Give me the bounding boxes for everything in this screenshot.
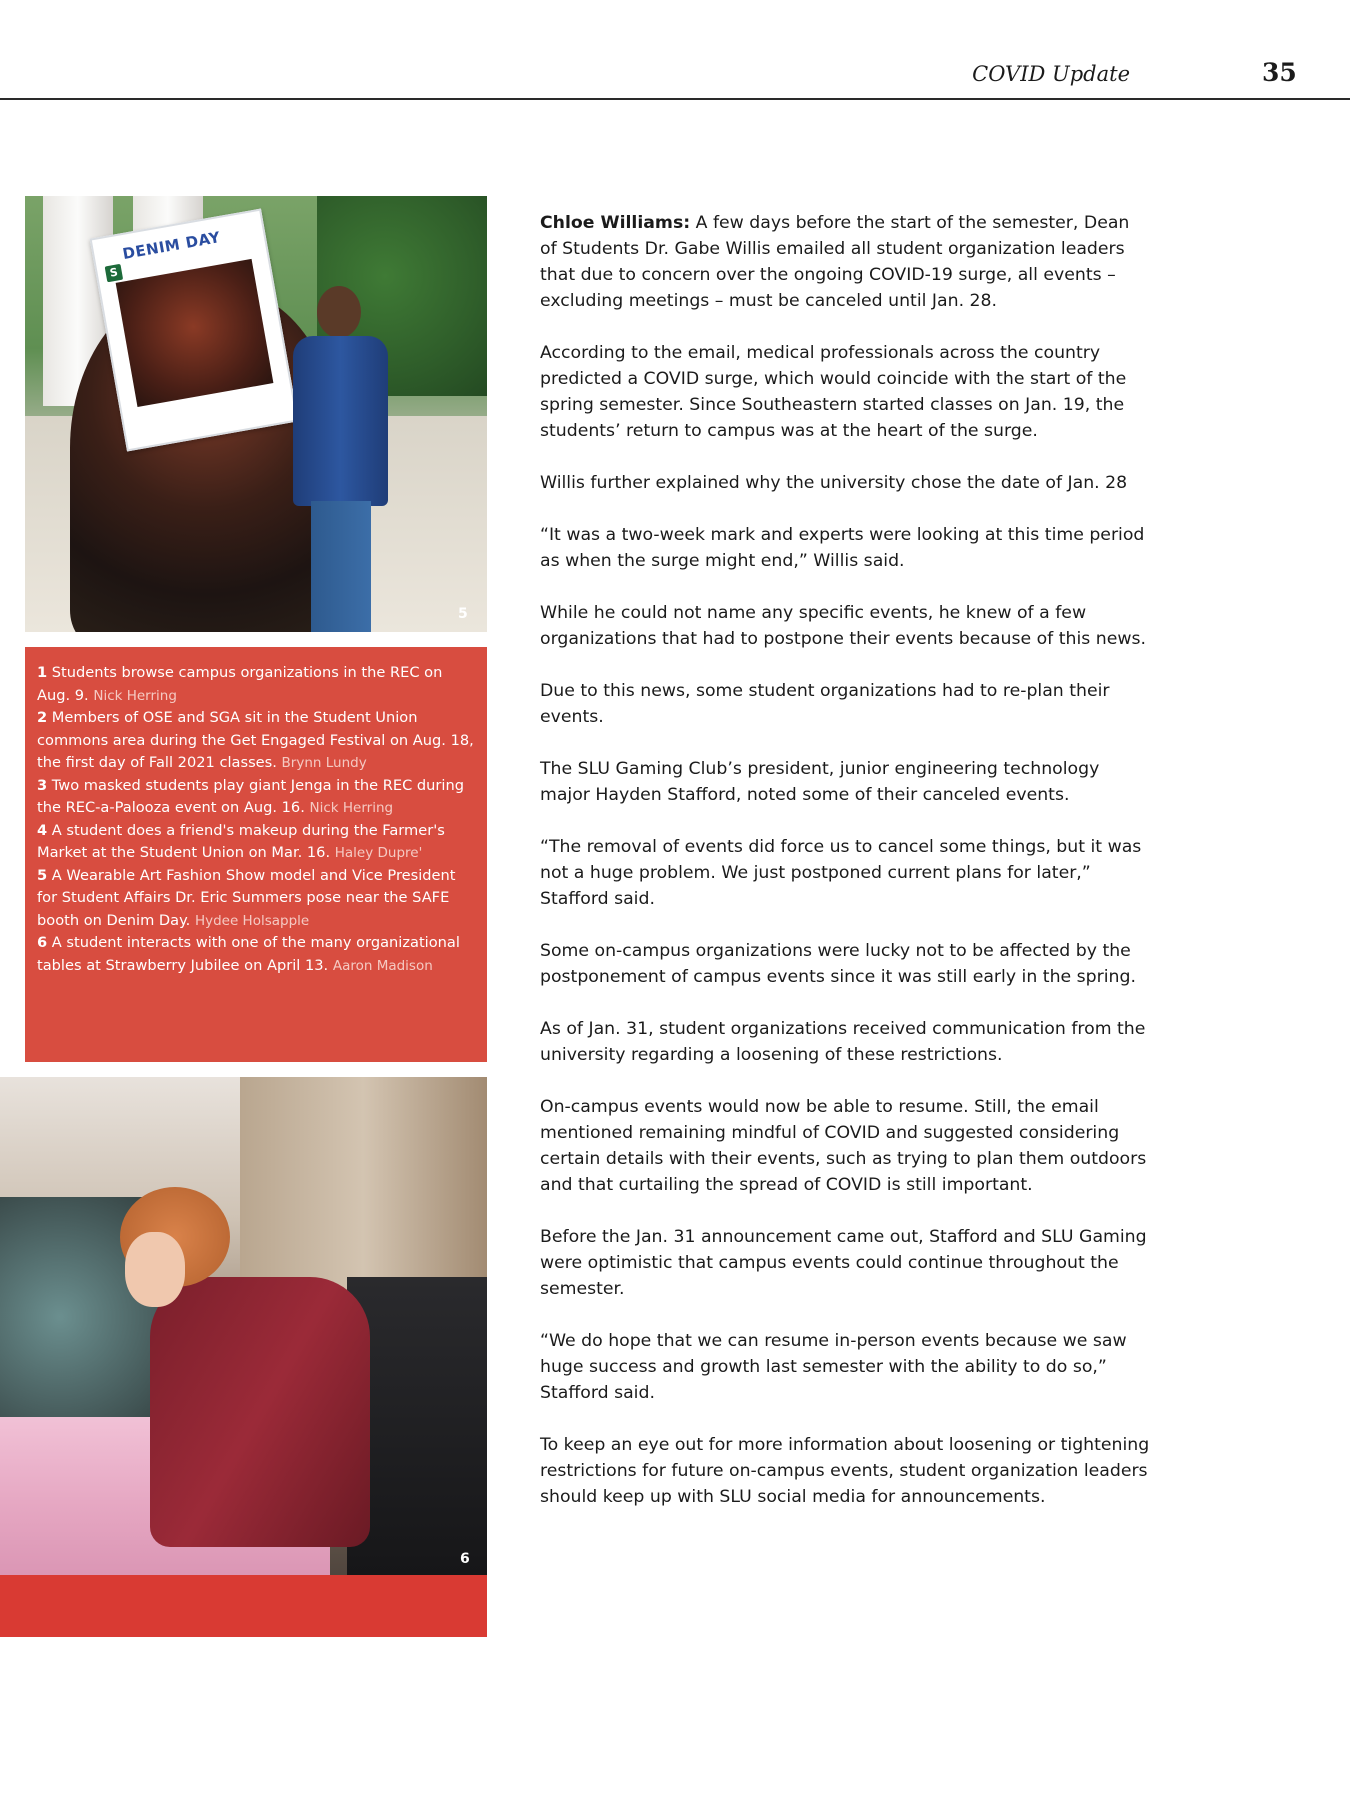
caption bbox=[37, 932, 475, 977]
photo-red-band bbox=[0, 1575, 487, 1637]
page-number: 35 bbox=[1262, 58, 1297, 87]
lead-text: A few days before the start of the semester, Dean of Students Dr. Gabe Willis emailed all student organization leaders that due to concern over the ongoing COVID-19 surge, all events – excluding meetings – must be canceled until Jan. 28. bbox=[540, 213, 1130, 311]
article-paragraph: “It was a two-week mark and experts were looking at this time period as when the surge might end,” Willis said. bbox=[540, 525, 1145, 571]
article-paragraph: Before the Jan. 31 announcement came out, Stafford and SLU Gaming were optimistic that campus events could continue throughout the semester. bbox=[540, 1227, 1147, 1299]
caption bbox=[37, 662, 475, 707]
article-paragraph: According to the email, medical professionals across the country predicted a COVID surge, which would coincide with the start of the spring semester. Since Southeastern started classes on Jan. 19, the students’ return to campus was at the heart of the surge. bbox=[540, 343, 1127, 441]
article-paragraph: To keep an eye out for more information about loosening or tightening restrictions for future on-campus events, student organization leaders should keep up with SLU social media for announcements. bbox=[540, 1435, 1150, 1507]
section-title: COVID Update bbox=[972, 62, 1130, 86]
article-paragraph: “The removal of events did force us to cancel some things, but it was not a huge problem. We just postponed current plans for later,” Stafford said. bbox=[540, 837, 1142, 909]
caption bbox=[37, 865, 475, 933]
article-paragraph: Due to this news, some student organizations had to re-plan their events. bbox=[540, 681, 1110, 727]
caption-number: 1 bbox=[37, 664, 48, 681]
person-head bbox=[317, 286, 361, 338]
article-paragraph: “We do hope that we can resume in-person events because we saw huge success and growth last semester with the ability to do so,” Stafford said. bbox=[540, 1331, 1127, 1403]
article-paragraph: On-campus events would now be able to resume. Still, the email mentioned remaining mindful of COVID and suggested considering certain details with their events, such as trying to plan them outdoors and that curtailing the spread of COVID is still important. bbox=[540, 1097, 1147, 1195]
caption-text: A student interacts with one of the many organizational tables at Strawberry Jubilee on April 13. bbox=[37, 934, 460, 974]
caption-number: 6 bbox=[37, 934, 48, 951]
article-paragraph bbox=[540, 210, 1150, 314]
caption-credit: Aaron Madison bbox=[332, 957, 433, 974]
caption-box bbox=[25, 647, 487, 1062]
caption-text: Two masked students play giant Jenga in the REC during the REC-a-Palooza event on Aug. 16. bbox=[37, 776, 464, 816]
article-paragraph: As of Jan. 31, student organizations received communication from the university regarding a loosening of these restrictions. bbox=[540, 1019, 1146, 1065]
frame-badge: S bbox=[105, 264, 124, 283]
byline: Chloe Williams: bbox=[540, 213, 691, 233]
person-legs bbox=[311, 501, 371, 632]
article-body bbox=[540, 210, 1150, 1536]
article-paragraph: The SLU Gaming Club’s president, junior engineering technology major Hayden Stafford, noted some of their canceled events. bbox=[540, 759, 1100, 805]
student-sweater bbox=[150, 1277, 370, 1547]
caption-text: A Wearable Art Fashion Show model and Vice President for Student Affairs Dr. Eric Summers pose near the SAFE booth on Denim Day. bbox=[37, 866, 456, 929]
caption-text: A student does a friend's makeup during the Farmer's Market at the Student Union on Mar. 16. bbox=[37, 821, 445, 861]
person-jacket bbox=[293, 336, 388, 506]
caption-credit: Brynn Lundy bbox=[281, 755, 367, 771]
photo-person bbox=[293, 286, 388, 632]
caption-credit: Nick Herring bbox=[309, 800, 394, 816]
photo-number: 6 bbox=[460, 1551, 470, 1567]
caption-credit: Haley Dupre' bbox=[334, 845, 423, 861]
caption bbox=[37, 707, 475, 775]
caption bbox=[37, 775, 475, 820]
caption-number: 5 bbox=[37, 866, 48, 884]
photo-number: 5 bbox=[458, 606, 468, 622]
photo-strawberry-jubilee bbox=[0, 1077, 487, 1637]
caption-text: Students browse campus organizations in the REC on Aug. 9. bbox=[37, 664, 443, 704]
caption bbox=[37, 820, 475, 865]
photo-denim-day bbox=[25, 196, 487, 632]
caption-credit: Hydee Holsapple bbox=[194, 912, 310, 929]
frame-title: DENIM DAY bbox=[121, 228, 222, 264]
frame-window bbox=[116, 259, 274, 407]
article-paragraph: Some on-campus organizations were lucky not to be affected by the postponement of campus events since it was still early in the spring. bbox=[540, 941, 1136, 987]
caption-credit: Nick Herring bbox=[93, 687, 177, 704]
caption-text: Members of OSE and SGA sit in the Student Union commons area during the Get Engaged Festival on Aug. 18, the first day of Fall 2021 classes. bbox=[37, 709, 474, 771]
caption-number: 4 bbox=[37, 821, 48, 839]
caption-number: 2 bbox=[37, 709, 48, 726]
header-rule bbox=[0, 98, 1350, 100]
denim-day-photo-frame bbox=[90, 209, 299, 452]
article-paragraph: Willis further explained why the university chose the date of Jan. 28 bbox=[540, 473, 1128, 493]
caption-number: 3 bbox=[37, 776, 48, 794]
article-paragraph: While he could not name any specific events, he knew of a few organizations that had to postpone their events because of this news. bbox=[540, 603, 1146, 649]
student-face bbox=[125, 1232, 185, 1307]
